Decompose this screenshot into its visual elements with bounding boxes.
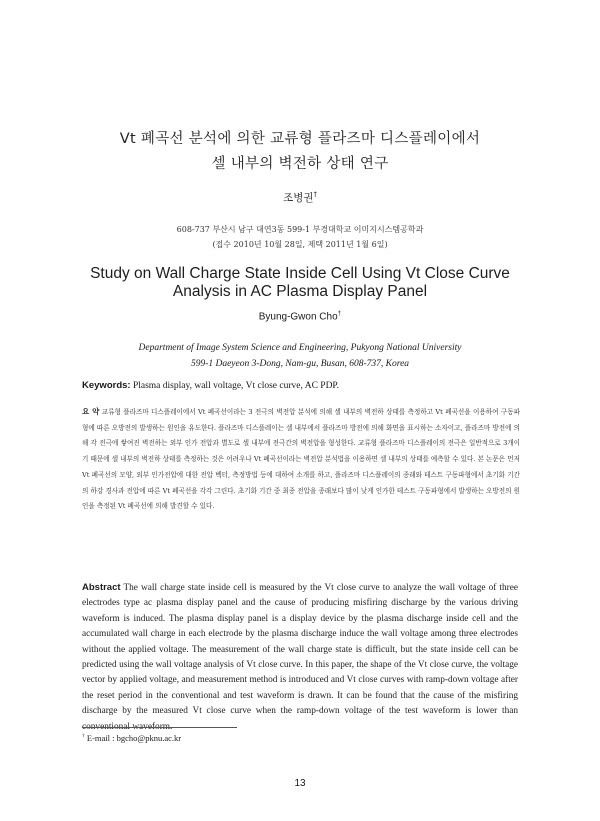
english-author-mark: †	[337, 310, 342, 317]
korean-title-line-1: Vt 폐곡선 분석에 의한 교류형 플라즈마 디스플레이에서	[119, 131, 481, 147]
korean-abstract	[82, 404, 520, 515]
footnote-mark: †	[82, 733, 85, 740]
english-title	[40, 265, 560, 301]
english-author-name: Byung-Gwon Cho	[258, 311, 338, 323]
english-title-line-2: Analysis in AC Plasma Display Panel	[172, 283, 428, 300]
english-abstract-text: The wall charge state inside cell is measured by the Vt close curve to analyze the wall voltage of three electrodes type ac plasma display panel and the cause of producing misfiring discharge by the various driving waveform is induced. The plasma display panel is a display device by the plasma discharge inside cell and the accumulated wall charge in each electrode by the plasma discharge induce the wall voltage among three electrodes without the applied voltage. The measurement of the wall charge state is difficult, but the state inside cell can be predicted using the wall voltage analysis of Vt close curve. In this paper, the shape of the Vt close curve, the voltage vector by applied voltage, and measurement method is introduced and Vt close curves with ramp-down voltage after the reset period in the conventional and test waveform is drawn. It can be found that the cause of the misfiring discharge by the measured Vt close curve when the ramp-down voltage of the test waveform is lower than conventional waveform.	[82, 583, 519, 732]
korean-title-line-2: 셀 내부의 벽전하 상태 연구	[211, 156, 389, 172]
korean-abstract-label: 요 약	[82, 407, 100, 416]
page-number: 13	[294, 778, 306, 789]
footnote-divider	[82, 727, 237, 728]
english-affiliation	[0, 340, 600, 372]
korean-affiliation	[0, 222, 600, 252]
korean-abstract-text: 교류형 플라즈마 디스플레이에서 Vt 폐곡선이라는 3 전극의 벽전압 분석에 의해 셀 내부의 벽전하 상태를 측정하고 Vt 폐곡선을 이용하여 구동파형에 따른 오방전의 발생하는 원인을 유도한다. 플라즈마 디스플레이는 셀 내부에서 플라즈마 방전에 의해 화면을 표시하는 소자이고, 플라즈마 방전에 의해 각 전극에 쌓여진 벽전하는 외부 인가 전압과 별도로 셀 내부에 전극간의 벽전압을 형성한다. 교류형 플라즈마 디스플레이의 전극은 일반적으로 3개이기 때문에 셀 내부의 벽전하 상태를 측정하는 것은 어려우나 Vt 폐곡선이라는 벽전압 분석법을 이용하면 셀 내부의 상태를 예측할 수 있다. 본 논문은 먼저 Vt 폐곡선의 모양, 외부 인가전압에 대한 전압 벡터, 측정방법 등에 대하여 소개를 하고, 플라즈마 디스플레이의 종래와 테스트 구동파형에서 초기화 기간의 하강 경사과 전압에 따른 Vt 폐곡선을 각각 그린다. 초기화 기간 중 최종 전압을 종래보다 많이 낮게 인가한 테스트 구동파형에서 발생하는 오방전의 원인을 측정된 Vt 폐곡선에 의해 발견할 수 있다.	[82, 408, 520, 511]
korean-author-name: 조병권	[283, 192, 314, 204]
english-title-line-1: Study on Wall Charge State Inside Cell Using Vt Close Curve	[90, 265, 510, 282]
korean-received-dates: (접수 2010년 10월 28일, 제택 2011년 1월 6일)	[212, 240, 388, 249]
english-affiliation-line-1: Department of Image System Science and Engineering, Pukyong National University	[138, 343, 462, 353]
footnote	[82, 733, 181, 743]
english-abstract-label: Abstract	[82, 582, 121, 593]
keywords	[82, 380, 522, 391]
footnote-email: E-mail : bgcho@pknu.ac.kr	[86, 733, 182, 743]
english-author	[0, 310, 600, 322]
korean-affiliation-address: 608-737 부산시 남구 대연3동 599-1 부경대학교 이미지시스템공학과	[176, 225, 424, 234]
korean-title	[60, 127, 540, 177]
korean-author-mark: †	[313, 190, 317, 199]
keywords-text: Plasma display, wall voltage, Vt close curve, AC PDP.	[132, 381, 340, 391]
korean-author	[0, 190, 600, 205]
english-affiliation-line-2: 599-1 Daeyeon 3-Dong, Nam-gu, Busan, 608-737, Korea	[190, 359, 410, 369]
keywords-label: Keywords:	[82, 380, 131, 391]
english-abstract	[82, 580, 518, 735]
